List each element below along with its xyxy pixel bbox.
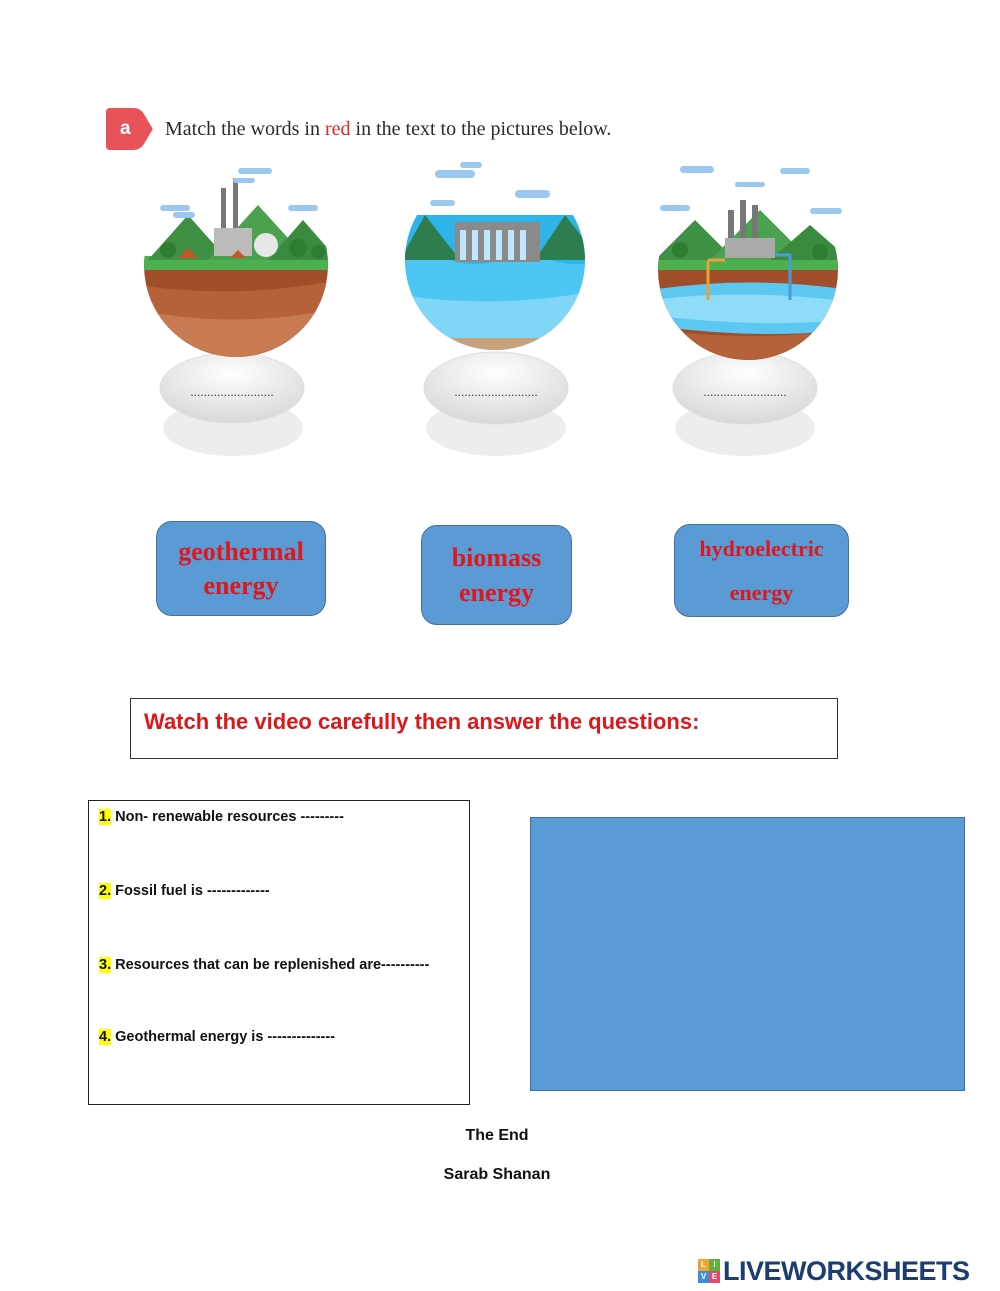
question-4-number: 4. [99, 1029, 112, 1045]
question-1-text: Non- renewable resources --------- [111, 809, 344, 825]
question-3 [99, 957, 429, 973]
answer-slot-3[interactable]: ......................... [703, 385, 787, 399]
question-4 [99, 1029, 335, 1045]
answer-slot-2[interactable]: ......................... [454, 385, 538, 399]
word-box-2-line1: biomass [451, 543, 542, 572]
watch-instruction-box [130, 698, 838, 759]
liveworksheets-logo-icon [698, 1259, 720, 1283]
logo-letter-i: I [709, 1259, 720, 1271]
liveworksheets-logo [698, 1257, 970, 1285]
liveworksheets-logo-text: LIVEWORKSHEETS [723, 1255, 970, 1286]
illustration-3 [650, 160, 850, 460]
instruction-text-before: Match the words in [165, 118, 325, 140]
logo-letter-v: V [698, 1271, 709, 1283]
hydroelectric-dam-illustration [400, 160, 600, 460]
questions-box [88, 800, 470, 1105]
answer-slot-1[interactable]: ......................... [190, 385, 274, 399]
question-2-number: 2. [99, 883, 112, 899]
question-4-text: Geothermal energy is -------------- [111, 1029, 336, 1045]
word-box-biomass[interactable] [421, 525, 572, 625]
logo-letter-e: E [709, 1271, 720, 1283]
instruction-header [104, 104, 744, 156]
video-player[interactable] [530, 817, 965, 1091]
footer-author: Sarab Shanan [443, 1166, 551, 1183]
illustration-1 [138, 160, 338, 460]
play-badge-icon [104, 104, 154, 154]
instruction-text-after: in the text to the pictures below. [350, 118, 612, 140]
instruction-text [165, 118, 611, 141]
word-box-hydroelectric[interactable] [674, 524, 849, 617]
question-2-text: Fossil fuel is ------------- [111, 883, 270, 899]
word-box-3-line2: energy [729, 579, 794, 605]
word-box-geothermal[interactable] [156, 521, 326, 616]
word-box-3-line1: hydroelectric [699, 535, 824, 561]
question-1 [99, 809, 344, 825]
footer-the-end: The End [465, 1127, 529, 1144]
question-2 [99, 883, 270, 899]
biomass-plant-illustration [138, 160, 338, 460]
watch-instruction-text: Watch the video carefully then answer the questions: [144, 709, 700, 734]
question-3-number: 3. [99, 957, 112, 973]
word-box-1-line1: geothermal [178, 536, 304, 566]
question-3-text: Resources that can be replenished are---------- [111, 957, 430, 973]
word-box-1-line2: energy [203, 570, 279, 600]
logo-letter-l: L [698, 1259, 709, 1271]
illustration-2 [400, 160, 600, 460]
badge-letter: a [120, 118, 131, 139]
word-box-2-line2: energy [458, 578, 535, 607]
question-1-number: 1. [99, 809, 112, 825]
geothermal-plant-illustration [650, 160, 850, 460]
instruction-text-red: red [324, 118, 351, 140]
